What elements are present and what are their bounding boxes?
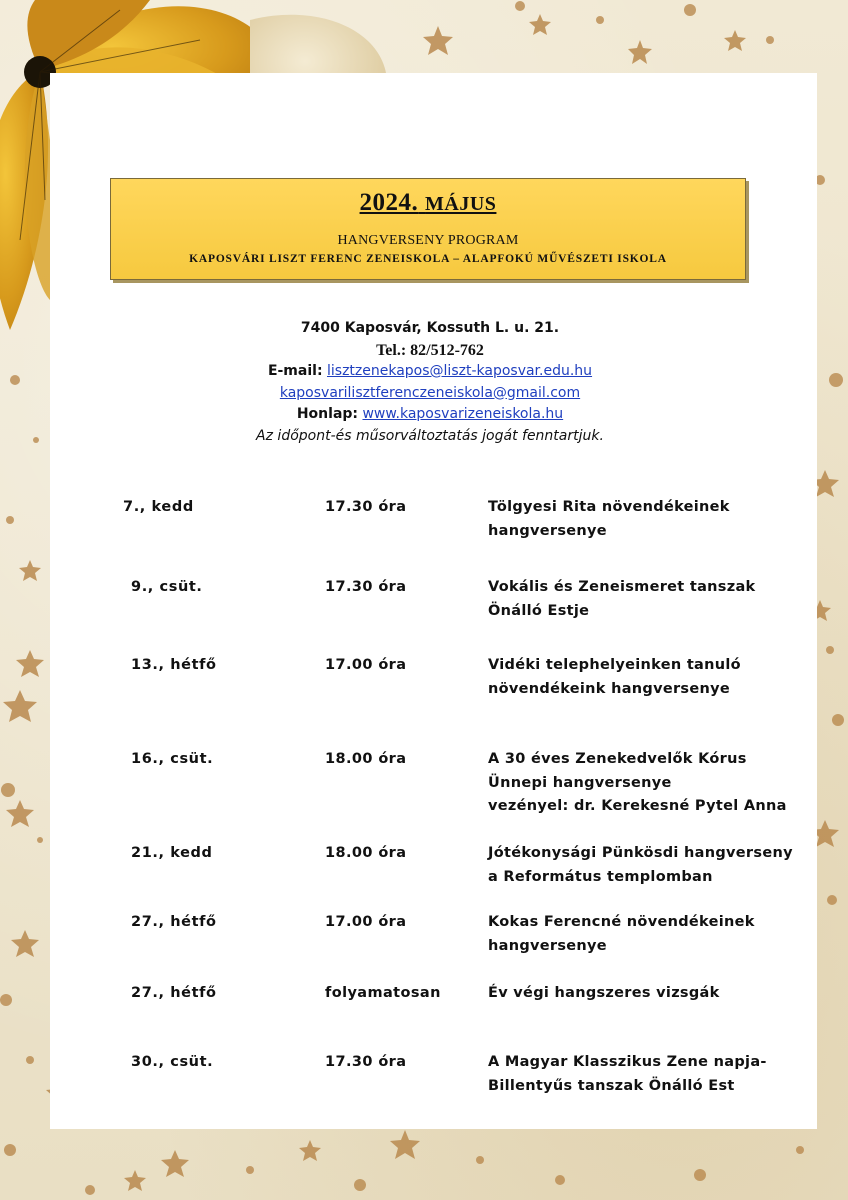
event-desc-line: Jótékonysági Pünkösdi hangverseny (488, 845, 793, 861)
event-date: 7., kedd (123, 499, 194, 515)
event-desc-line: Kokas Ferencné növendékeinek (488, 914, 755, 930)
month-text: MÁJUS (425, 193, 497, 215)
email-label: E-mail: (267, 363, 323, 379)
event-description (488, 1051, 808, 1098)
event-desc-line: Ünnepi hangversenye (488, 774, 672, 791)
event-desc-line: Önálló Estje (488, 602, 590, 619)
event-desc-line: A Magyar Klasszikus Zene napja- (488, 1054, 767, 1070)
event-time: 17.30 óra (325, 1054, 407, 1070)
event-time: 17.00 óra (325, 914, 407, 930)
event-desc-line: a Református templomban (488, 868, 713, 885)
event-desc-line: Billentyűs tanszak Önálló Est (488, 1077, 735, 1094)
event-desc-line: Év végi hangszeres vizsgák (488, 985, 720, 1001)
web-label: Honlap: (296, 406, 359, 422)
email-link-2[interactable]: kaposvarilisztferenczeneiskola@gmail.com (279, 384, 581, 401)
school-name: KAPOSVÁRI LISZT FERENC ZENEISKOLA – ALAPFOKÚ MŰVÉSZETI ISKOLA (189, 253, 667, 265)
event-desc-line: Vidéki telephelyeinken tanuló (488, 657, 741, 673)
event-desc-line: A 30 éves Zenekedvelők Kórus (488, 751, 747, 767)
event-description (488, 911, 808, 958)
event-description (488, 654, 808, 701)
event-desc-line: Vokális és Zeneismeret tanszak (488, 579, 756, 595)
disclaimer-note: Az időpont-és műsorváltoztatás jogát fenntartjuk. (256, 427, 604, 444)
year-text: 2024. (359, 189, 419, 216)
event-date: 16., csüt. (131, 751, 214, 767)
event-date: 21., kedd (131, 845, 213, 861)
program-subtitle: HANGVERSENY PROGRAM (337, 233, 519, 248)
event-desc-line: hangversenye (488, 937, 607, 954)
event-desc-line: hangversenye (488, 522, 607, 539)
email-link-1[interactable]: lisztzenekapos@liszt-kaposvar.edu.hu (327, 363, 593, 379)
event-desc-line: Tölgyesi Rita növendékeinek (488, 499, 730, 515)
event-description (488, 748, 808, 819)
event-description (488, 576, 808, 623)
event-date: 30., csüt. (131, 1054, 214, 1070)
web-link[interactable]: www.kaposvarizeneiskola.hu (362, 406, 564, 422)
event-description (488, 982, 808, 1006)
event-date: 27., hétfő (131, 985, 217, 1001)
event-time: 17.00 óra (325, 657, 407, 673)
event-time: 17.30 óra (325, 579, 407, 595)
event-time: folyamatosan (325, 985, 441, 1001)
event-date: 27., hétfő (131, 914, 217, 930)
address-line: 7400 Kaposvár, Kossuth L. u. 21. (300, 320, 560, 336)
event-description (488, 496, 808, 543)
event-date: 13., hétfő (131, 657, 217, 673)
phone-line: Tel.: 82/512-762 (376, 341, 484, 359)
event-desc-line: vezényel: dr. Kerekesné Pytel Anna (488, 798, 787, 814)
event-description (488, 842, 808, 889)
event-time: 18.00 óra (325, 845, 407, 861)
event-date: 9., csüt. (131, 579, 203, 595)
event-time: 18.00 óra (325, 751, 407, 767)
event-desc-line: növendékeink hangversenye (488, 680, 730, 697)
event-time: 17.30 óra (325, 499, 407, 515)
